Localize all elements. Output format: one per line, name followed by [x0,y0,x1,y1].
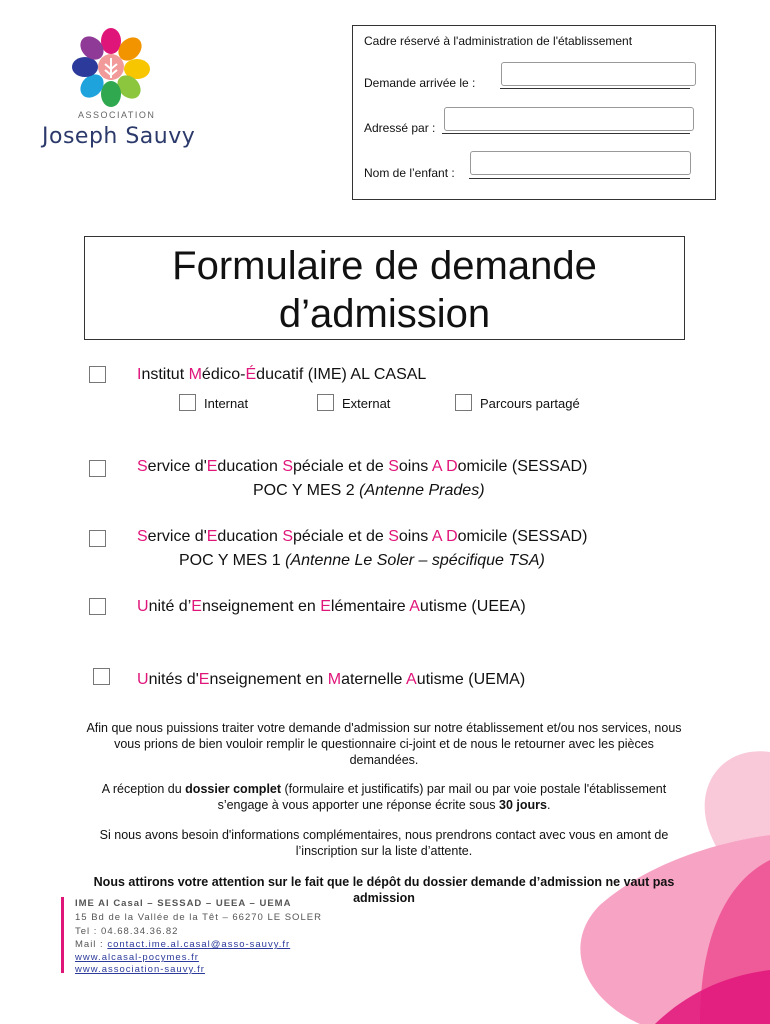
logo-association-label: ASSOCIATION [78,110,156,120]
footer-mail-link[interactable]: contact.ime.al.casal@asso-sauvy.fr [107,939,291,950]
sessad-prades-sub: POC Y MES 2 (Antenne Prades) [253,482,485,499]
reception-paragraph: A réception du dossier complet (formulaire et justificatifs) par mail ou par voie postale l'établissement s’engage à vous apporter une réponse écrite sous 30 jours. [101,782,667,812]
sessad-soler-label: Service d'Education Spéciale et de Soins A Domicile (SESSAD) [137,528,588,545]
ueea-label: Unité d’Enseignement en Elémentaire Autisme (UEEA) [137,598,526,615]
footer-web2-link[interactable]: www.association-sauvy.fr [75,964,205,975]
sessad-soler-sub: POC Y MES 1 (Antenne Le Soler – spécifique TSA) [179,552,545,569]
admin-box-title: Cadre réservé à l'administration de l'établissement [364,34,633,48]
sessad-prades-checkbox[interactable] [89,460,106,477]
nom-enfant-line [469,178,690,179]
uema-checkbox[interactable] [93,668,110,685]
demande-arrivee-field[interactable] [501,62,696,86]
adresse-par-label: Adressé par : [364,121,436,135]
footer-web1-link[interactable]: www.alcasal-pocymes.fr [75,952,199,963]
form-title-line2: d’admission [278,292,491,336]
footer-accent-bar [61,897,64,973]
admission-note: Nous attirons votre attention sur le fait que le dépôt du dossier demande d’admission ne vaut pas admission [93,875,675,905]
footer-address: 15 Bd de la Vallée de la Têt – 66270 LE SOLER [75,912,322,923]
nom-enfant-label: Nom de l’enfant : [364,166,455,180]
footer-web1 [75,952,199,963]
footer-mail: Mail : contact.ime.al.casal@asso-sauvy.fr [75,939,291,950]
footer-phone: Tel : 04.68.34.36.82 [75,926,179,937]
intro-paragraph: Afin que nous puissions traiter votre demande d'admission sur notre établissement et/ou nos services, nous vous prions de bien vouloir remplir le questionnaire ci-joint et de nous le retourner avec les pièces demandées. [86,721,682,767]
footer-web2 [75,964,205,975]
externat-checkbox[interactable] [317,394,334,411]
complement-paragraph: Si nous avons besoin d'informations complémentaires, nous prendrons contact avec vous en amont de l’inscription sur la liste d’attente. [99,828,669,858]
parcours-partage-checkbox[interactable] [455,394,472,411]
adresse-par-line [442,133,690,134]
ime-label: Institut Médico-Éducatif (IME) AL CASAL [137,366,427,383]
nom-enfant-field[interactable] [470,151,691,175]
sessad-prades-label: Service d'Education Spéciale et de Soins A Domicile (SESSAD) [137,458,588,475]
demande-arrivee-label: Demande arrivée le : [364,76,476,90]
uema-label: Unités d'Enseignement en Maternelle Autisme (UEMA) [137,671,526,688]
adresse-par-field[interactable] [444,107,694,131]
ueea-checkbox[interactable] [89,598,106,615]
demande-arrivee-line [500,88,690,89]
form-title-line1: Formulaire de demande [172,244,597,288]
logo-name: Joseph Sauvy [42,124,196,149]
association-logo-icon [70,26,152,108]
externat-label: Externat [342,396,391,411]
form-title-box [84,236,685,340]
sessad-soler-checkbox[interactable] [89,530,106,547]
internat-label: Internat [204,396,249,411]
footer-line1: IME Al Casal – SESSAD – UEEA – UEMA [75,898,292,909]
parcours-partage-label: Parcours partagé [480,396,580,411]
ime-checkbox[interactable] [89,366,106,383]
internat-checkbox[interactable] [179,394,196,411]
